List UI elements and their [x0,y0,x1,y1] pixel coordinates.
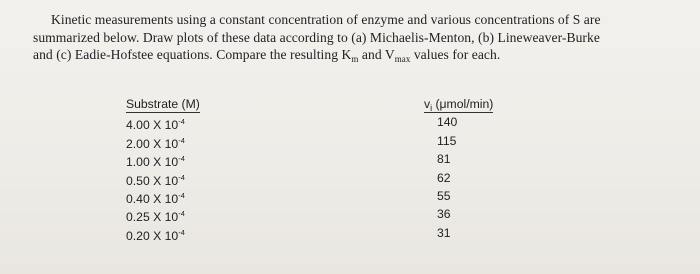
problem-line-3 [33,46,683,69]
substrate-cell [126,132,266,150]
substrate-mantissa: 4.00 [126,118,150,133]
exponent: -4 [178,154,185,164]
data-table [126,95,546,255]
times-ten: X 10 [153,210,179,225]
exponent: -4 [178,135,185,145]
substrate-header: Substrate (M) [126,97,200,111]
velocity-cell: 55 [437,188,451,203]
velocity-cell: 115 [437,133,457,148]
substrate-cell [126,224,266,242]
km-subscript: m [351,54,359,64]
times-ten: X 10 [153,228,179,243]
substrate-mantissa: 0.40 [126,191,150,206]
substrate-cell [126,169,266,187]
substrate-mantissa: 0.25 [126,210,150,225]
problem-line-1: Kinetic measurements using a constant concentration of enzyme and various concentrations of S are [51,12,601,27]
substrate-mantissa: 0.20 [126,228,150,243]
problem-statement [33,11,683,69]
substrate-cell [126,205,266,223]
velocity-cell: 62 [437,170,451,185]
velocity-cell: 81 [437,152,451,167]
vmax-subscript: max [394,54,411,64]
substrate-mantissa: 2.00 [126,136,150,151]
problem-line-2: summarized below. Draw plots of these data according to (a) Michaelis-Menton, (b) Lineweaver-Burke [33,29,600,45]
substrate-cell [126,187,266,205]
velocity-symbol: v [424,97,431,111]
times-ten: X 10 [153,173,179,188]
velocity-cell: 140 [437,115,458,130]
exponent: -4 [178,117,185,127]
exponent: -4 [178,190,185,200]
substrate-cell [126,113,266,131]
substrate-cell [126,150,266,168]
problem-line-3-start: and (c) Eadie-Hofstee equations. Compare the resulting K [33,47,352,62]
problem-line-3-end: values for each. [410,47,501,62]
velocity-cell: 36 [437,207,451,222]
velocity-column [424,95,544,242]
exponent: -4 [178,209,185,219]
times-ten: X 10 [153,191,179,206]
velocity-unit: (μmol/min) [432,97,494,111]
velocity-subscript: i [430,103,433,113]
substrate-mantissa: 0.50 [126,173,150,188]
velocity-header [424,97,493,113]
exponent: -4 [178,227,185,237]
times-ten: X 10 [153,155,179,170]
substrate-column [126,95,266,242]
times-ten: X 10 [153,118,179,133]
problem-line-3-mid: and V [358,47,395,62]
substrate-mantissa: 1.00 [126,155,150,170]
exponent: -4 [178,172,185,182]
times-ten: X 10 [153,136,179,151]
velocity-cell: 31 [437,225,451,240]
